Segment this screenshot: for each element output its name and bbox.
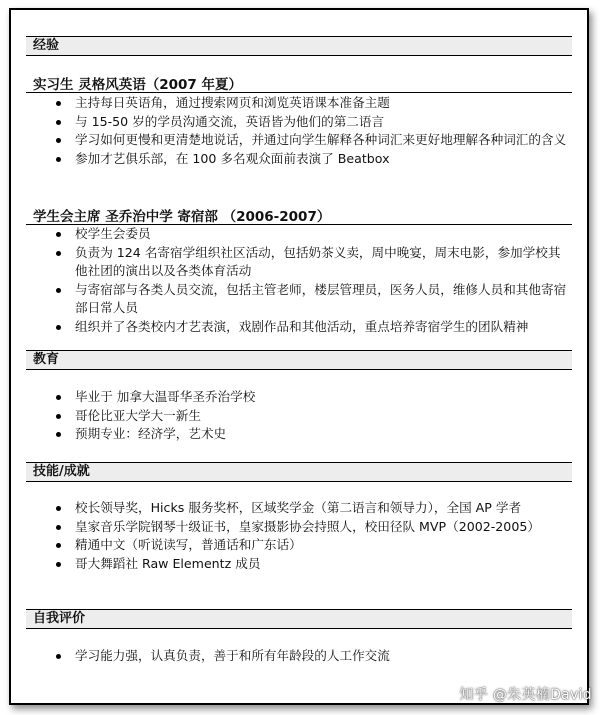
bullet-icon [56, 543, 61, 548]
bullet-icon [56, 414, 61, 419]
bullet-icon [56, 654, 61, 659]
bullet-icon [56, 232, 61, 237]
section-heading-experience: 经验 [26, 36, 572, 56]
list-item: 皇家音乐学院钢琴十级证书，皇家摄影协会持照人，校田径队 MVP（2002-2005） [50, 518, 570, 537]
bullet-icon [56, 325, 61, 330]
divider [26, 92, 572, 93]
list-item: 参加才艺俱乐部，在 100 多名观众面前表演了 Beatbox [50, 150, 570, 169]
watermark-label: 知乎 @朱英楠David [459, 687, 592, 703]
skills-list [50, 499, 570, 573]
bullet-icon [56, 138, 61, 143]
bullet-icon [56, 395, 61, 400]
bullet-icon [56, 157, 61, 162]
bullet-icon [56, 288, 61, 293]
list-item: 学习能力强，认真负责，善于和所有年龄段的人工作交流 [50, 647, 570, 666]
list-item: 校学生会委员 [50, 225, 570, 244]
list-item: 学习如何更慢和更清楚地说话，并通过向学生解释各种词汇来更好地理解各种词汇的含义 [50, 131, 570, 150]
job-duties-list [50, 94, 570, 168]
list-item: 毕业于 加拿大温哥华圣乔治学校 [50, 388, 570, 407]
job-title: 实习生 灵格风英语（2007 年夏） [33, 77, 242, 93]
list-item: 组织并了各类校内才艺表演，戏剧作品和其他活动，重点培养寄宿学生的团队精神 [50, 318, 570, 337]
job-duties-list [50, 225, 570, 337]
education-list [50, 388, 570, 444]
list-item: 负责为 124 名寄宿学组织社区活动，包括奶茶义卖，周中晚宴，周末电影，参加学校其他社团的演出以及各类体育活动 [50, 244, 570, 281]
section-heading-skills: 技能/成就 [26, 462, 572, 482]
bullet-icon [56, 120, 61, 125]
job-title: 学生会主席 圣乔治中学 寄宿部 （2006-2007） [33, 209, 331, 225]
list-item: 校长领导奖，Hicks 服务奖杯，区域奖学金（第二语言和领导力），全国 AP 学者 [50, 499, 570, 518]
section-heading-education: 教育 [26, 350, 572, 370]
bullet-icon [56, 525, 61, 530]
bullet-icon [56, 432, 61, 437]
list-item: 与寄宿部与各类人员交流，包括主管老师，楼层管理员，医务人员，维修人员和其他寄宿部日常人员 [50, 281, 570, 318]
list-item: 哥大舞蹈社 Raw Elementz 成员 [50, 555, 570, 574]
list-item: 哥伦比亚大学大一新生 [50, 407, 570, 426]
self-evaluation-list [50, 647, 570, 666]
bullet-icon [56, 562, 61, 567]
bullet-icon [56, 251, 61, 256]
list-item: 精通中文（听说读写，普通话和广东话） [50, 536, 570, 555]
list-item: 与 15-50 岁的学员沟通交流，英语皆为他们的第二语言 [50, 113, 570, 132]
bullet-icon [56, 101, 61, 106]
section-heading-self-evaluation: 自我评价 [26, 609, 572, 629]
list-item: 预期专业：经济学，艺术史 [50, 425, 570, 444]
bullet-icon [56, 506, 61, 511]
list-item: 主持每日英语角，通过搜索网页和浏览英语课本准备主题 [50, 94, 570, 113]
